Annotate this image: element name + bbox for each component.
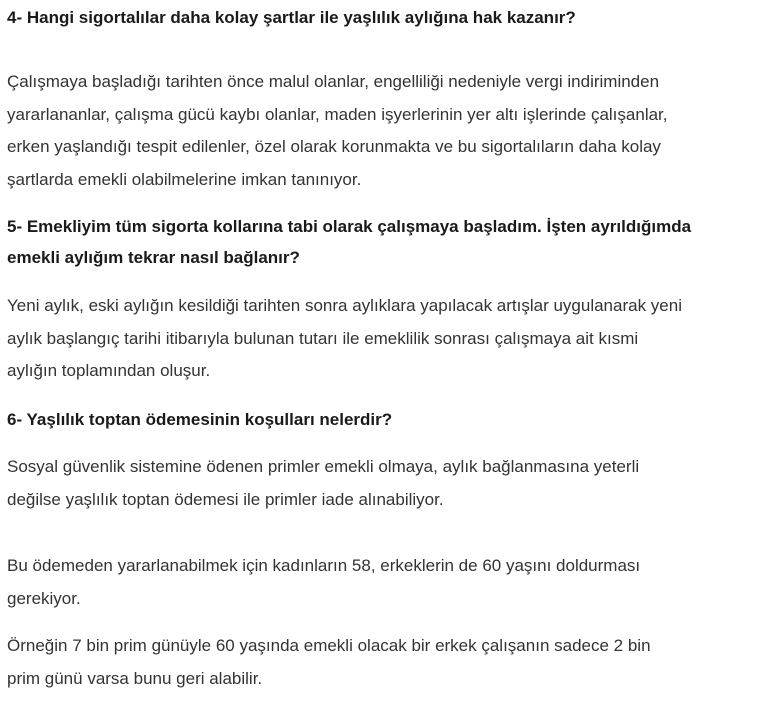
answer-4-line-2: yararlananlar, çalışma gücü kaybı olanlar, maden işyerlerinin yer altı işlerinde çalışanlar,: [7, 104, 668, 124]
answer-5-line-2: aylık başlangıç tarihi itibarıyla bulunan tutarı ile emeklilik sonrası çalışmaya ait kısmi: [7, 328, 639, 348]
question-5-line-1: 5- Emekliyim tüm sigorta kollarına tabi olarak çalışmaya başladım. İşten ayrıldığımda: [7, 217, 692, 236]
answer-6-p1-line-1: Sosyal güvenlik sistemine ödenen primler emekli olmaya, aylık bağlanmasına yeterli: [7, 457, 640, 476]
answer-5-line-3: aylığın toplamından oluşur.: [7, 361, 211, 380]
answer-5-line-1: Yeni aylık, eski aylığın kesildiği tarihten sonra aylıklara yapılacak artışlar uygulanarak yeni: [7, 296, 682, 315]
answer-6-paragraph-2: [7, 550, 640, 615]
answer-4-line-3: erken yaşlandığı tespit edilenler, özel olarak korunmakta ve bu sigortalıların daha kolay: [7, 137, 661, 156]
answer-6-p2-line-1: Bu ödemeden yararlanabilmek için kadınların 58, erkeklerin de 60 yaşını doldurması: [7, 556, 641, 575]
answer-4-paragraph: [7, 66, 668, 196]
answer-4-line-4: şartlarda emekli olabilmelerine imkan tanınıyor.: [7, 169, 362, 189]
answer-6-p3-line-2: prim günü varsa bunu geri alabilir.: [7, 668, 263, 688]
answer-5-paragraph: [7, 290, 682, 388]
question-4-heading: 4- Hangi sigortalılar daha kolay şartlar ile yaşlılık aylığına hak kazanır?: [7, 8, 576, 27]
answer-6-paragraph-1: [7, 451, 639, 516]
question-5-line-2: emekli aylığım tekrar nasıl bağlanır?: [7, 248, 300, 267]
answer-4-line-1: Çalışmaya başladığı tarihten önce malul olanlar, engelliliği nedeniyle vergi indiriminden: [7, 72, 660, 91]
question-6-heading: 6- Yaşlılık toptan ödemesinin koşulları nelerdir?: [7, 410, 393, 429]
answer-6-p1-line-2: değilse yaşlılık toptan ödemesi ile primler iade alınabiliyor.: [7, 489, 444, 509]
question-5-heading: [7, 211, 691, 273]
answer-6-paragraph-3: [7, 630, 651, 695]
answer-6-p3-line-1: Örneğin 7 bin prim günüyle 60 yaşında emekli olacak bir erkek çalışanın sadece 2 bin: [7, 636, 651, 655]
answer-6-p2-line-2: gerekiyor.: [7, 588, 81, 608]
